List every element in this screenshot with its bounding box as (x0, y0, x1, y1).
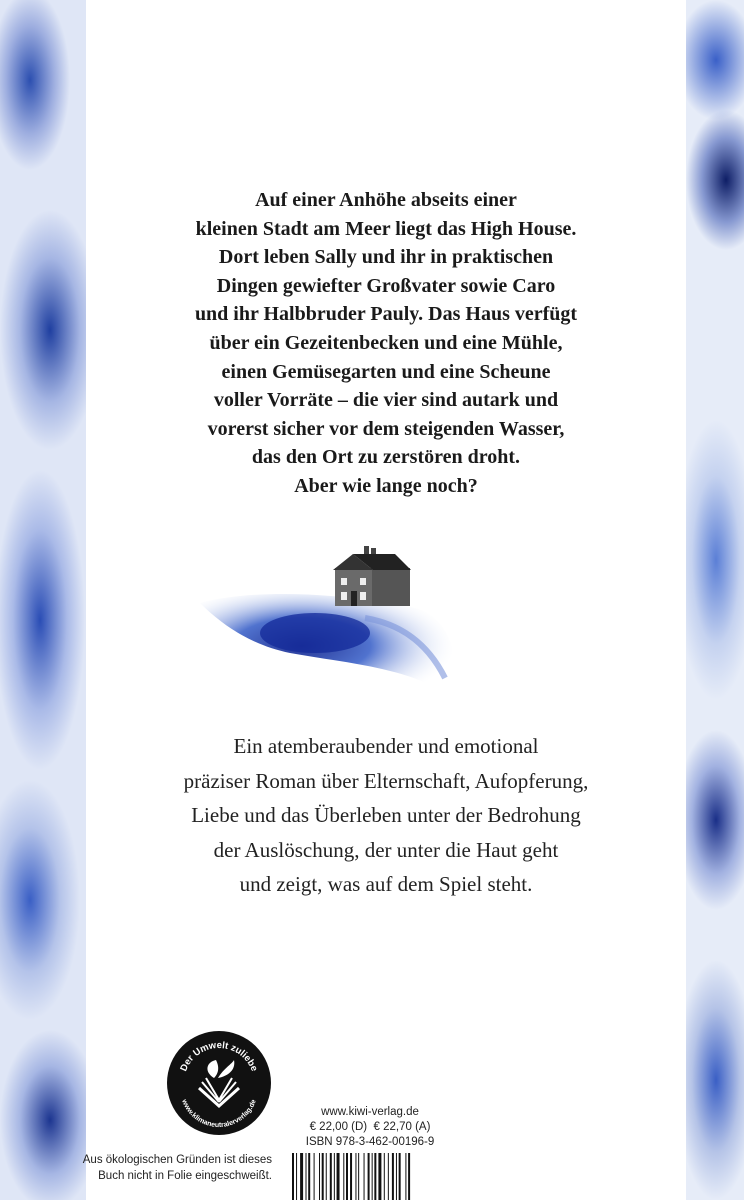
barcode-bar (334, 1153, 335, 1200)
barcode-bar (346, 1153, 348, 1200)
barcode-bar (374, 1153, 376, 1200)
blurb-line: kleinen Stadt am Meer liegt das High House. (195, 217, 577, 240)
barcode-bar (355, 1153, 356, 1200)
blurb-line: über ein Gezeitenbecken und eine Mühle, (209, 331, 563, 354)
seal-bottom-text: www.klimaneutralerverlag.de (180, 1098, 258, 1130)
barcode-bar (306, 1153, 307, 1200)
review-line: Ein atemberaubender und emotional (233, 734, 539, 758)
eco-note-line: Aus ökologischen Gründen ist dieses (82, 1154, 272, 1166)
barcode-bar (308, 1153, 310, 1200)
review-line: Liebe und das Überleben unter der Bedrohung (191, 803, 581, 827)
review-text (86, 729, 686, 902)
barcode-bar (396, 1153, 397, 1200)
barcode-bar (300, 1153, 303, 1200)
barcode-bar (368, 1153, 370, 1200)
barcode-bar (292, 1153, 294, 1200)
publisher-info (292, 1105, 448, 1150)
seal-top-text: Der Umwelt zuliebe (178, 1039, 260, 1074)
barcode-bar (408, 1153, 410, 1200)
barcode (292, 1153, 448, 1200)
blurb-line: Dingen gewiefter Großvater sowie Caro (216, 274, 556, 297)
blurb-line: das den Ort zu zerstören droht. (251, 446, 521, 469)
eco-seal-logo (166, 1030, 272, 1136)
blurb-line: Auf einer Anhöhe abseits einer (255, 189, 517, 211)
eco-note-line: Buch nicht in Folie eingeschweißt. (98, 1170, 272, 1182)
barcode-bar (372, 1153, 373, 1200)
barcode-bar (399, 1153, 401, 1200)
barcode-bar (350, 1153, 352, 1200)
review-line: der Auslöschung, der unter die Haut geht (213, 837, 559, 862)
blurb-text (86, 186, 686, 501)
blurb-line: Dort leben Sally und ihr in praktischen (218, 246, 554, 269)
barcode-bar (364, 1153, 365, 1200)
blurb-line: und ihr Halbbruder Pauly. Das Haus verfügt (194, 303, 578, 326)
isbn: ISBN 978-3-462-00196-9 (305, 1136, 435, 1148)
watercolor-right-strip (686, 0, 744, 1200)
barcode-bar (405, 1153, 406, 1200)
blurb-line: Aber wie lange noch? (294, 474, 478, 497)
barcode-bar (378, 1153, 381, 1200)
barcode-bar (343, 1153, 344, 1200)
price: € 22,00 (D) € 22,70 (A) (309, 1121, 431, 1133)
barcode-bar (358, 1153, 359, 1200)
barcode-bar (314, 1153, 315, 1200)
review-line: und zeigt, was auf dem Spiel steht. (239, 872, 533, 896)
barcode-bar (326, 1153, 327, 1200)
eco-note (70, 1152, 272, 1184)
barcode-bar (296, 1153, 297, 1200)
blurb-line: einen Gemüsegarten und eine Scheune (221, 360, 551, 383)
watercolor-left-strip (0, 0, 86, 1200)
barcode-bar (392, 1153, 394, 1200)
blurb-line: voller Vorräte – die vier sind autark und (213, 389, 559, 412)
barcode-bar (388, 1153, 389, 1200)
review-line: präziser Roman über Elternschaft, Aufopferung, (183, 768, 589, 793)
house-icon (333, 546, 411, 606)
barcode-bar (337, 1153, 340, 1200)
barcode-bar (322, 1153, 324, 1200)
blurb-line: vorerst sicher vor dem steigenden Wasser, (207, 417, 565, 440)
house-on-water-illustration (195, 538, 465, 703)
barcode-bar (384, 1153, 385, 1200)
publisher-website: www.kiwi-verlag.de (321, 1106, 419, 1118)
barcode-bar (319, 1153, 320, 1200)
barcode-bar (330, 1153, 332, 1200)
